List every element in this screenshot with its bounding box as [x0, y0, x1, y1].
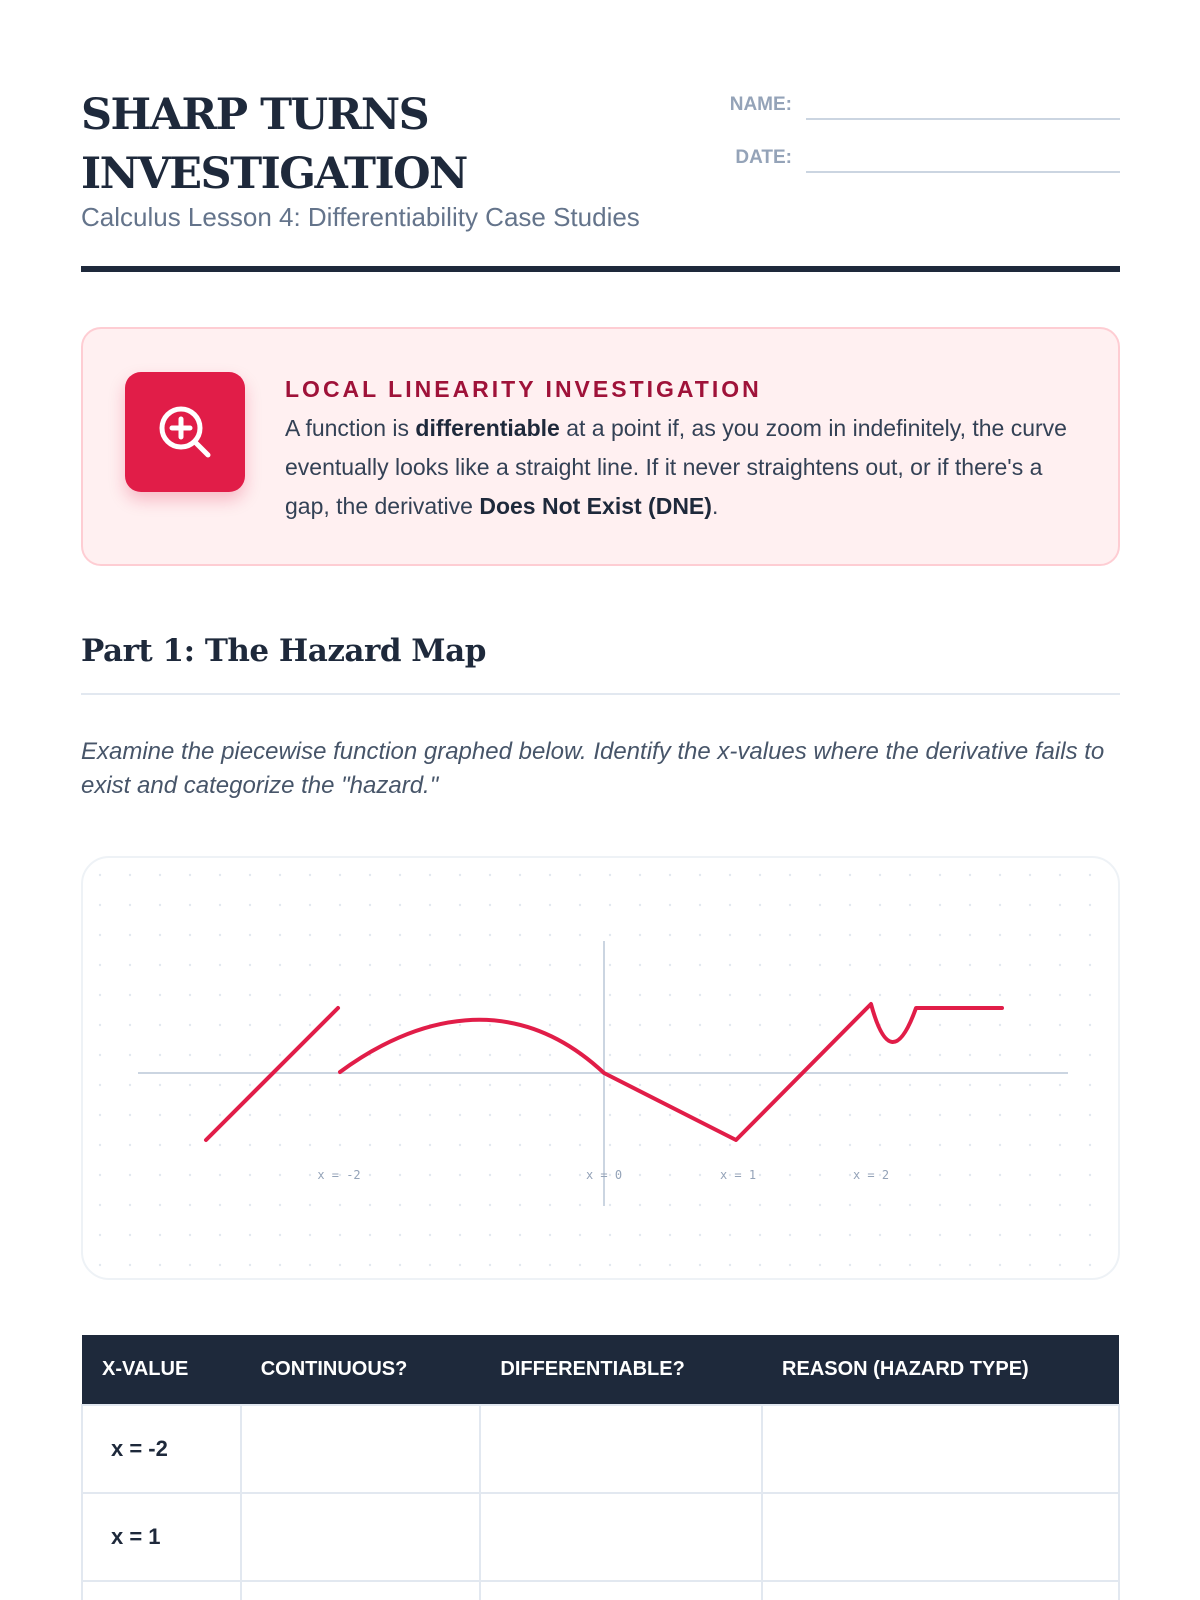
cell-x-value	[82, 1581, 241, 1600]
header-divider	[81, 266, 1120, 272]
callout-body	[285, 369, 1075, 526]
callout-term-differentiable: differentiable	[415, 415, 560, 441]
table-row	[82, 1493, 1119, 1581]
cell-differentiable-answer[interactable]	[480, 1405, 762, 1493]
callout-term-dne: Does Not Exist (DNE)	[479, 493, 712, 519]
page-title: SHARP TURNS INVESTIGATION	[81, 90, 467, 199]
cell-continuous-answer[interactable]	[241, 1493, 481, 1581]
callout-text	[285, 409, 1075, 526]
hazard-map-graph	[81, 856, 1120, 1280]
cell-differentiable-answer[interactable]	[480, 1493, 762, 1581]
tick-label-x-1: x = 1	[719, 1168, 757, 1182]
part1-divider	[81, 693, 1120, 695]
table-row	[82, 1581, 1119, 1600]
part1-title: Part 1: The Hazard Map	[81, 633, 486, 669]
page-subtitle: Calculus Lesson 4: Differentiability Case Studies	[81, 202, 640, 232]
cell-continuous-answer[interactable]	[241, 1405, 481, 1493]
part1-instructions: Examine the piecewise function graphed below. Identify the x-values where the derivative fails to exist and categorize the "hazard."	[81, 738, 1105, 799]
date-label: DATE:	[735, 147, 792, 168]
tick-label-x-neg2: x = -2	[317, 1168, 361, 1182]
header-differentiable: DIFFERENTIABLE?	[480, 1335, 762, 1405]
hazard-map-svg	[83, 858, 1120, 1280]
callout-text-part-2: at a point if, as you zoom in indefinitely, the curve eventually looks like a straight line. If it never straightens out, or if there's a gap, the derivative	[285, 415, 1067, 519]
callout-text-part-1: A function is	[285, 415, 416, 441]
local-linearity-callout	[81, 327, 1120, 566]
cell-continuous-answer[interactable]	[241, 1581, 481, 1600]
worksheet-header	[81, 86, 1120, 276]
cell-reason-answer[interactable]	[762, 1405, 1119, 1493]
zoom-in-icon	[125, 372, 245, 492]
cell-x-value: x = -2	[82, 1405, 241, 1493]
cell-reason-answer[interactable]	[762, 1493, 1119, 1581]
callout-title: LOCAL LINEARITY INVESTIGATION	[285, 376, 762, 402]
tick-label-x-0: x = 0	[585, 1168, 623, 1182]
cell-differentiable-answer[interactable]	[480, 1581, 762, 1600]
name-label: NAME:	[729, 94, 792, 115]
date-field	[700, 139, 1120, 173]
header-x-value: X-VALUE	[82, 1335, 241, 1405]
tick-label-x-2: x = 2	[852, 1168, 890, 1182]
cell-x-value: x = 1	[82, 1493, 241, 1581]
table-header-row	[82, 1335, 1119, 1405]
header-continuous: CONTINUOUS?	[241, 1335, 481, 1405]
date-input-line[interactable]	[806, 139, 1120, 173]
header-reason: REASON (HAZARD TYPE)	[762, 1335, 1119, 1405]
name-input-line[interactable]	[806, 86, 1120, 120]
callout-text-part-3: .	[711, 493, 719, 519]
table-row	[82, 1405, 1119, 1493]
hazard-table	[81, 1335, 1120, 1600]
name-field	[700, 86, 1120, 120]
cell-reason-answer[interactable]	[762, 1581, 1119, 1600]
student-info-fields	[700, 86, 1120, 192]
